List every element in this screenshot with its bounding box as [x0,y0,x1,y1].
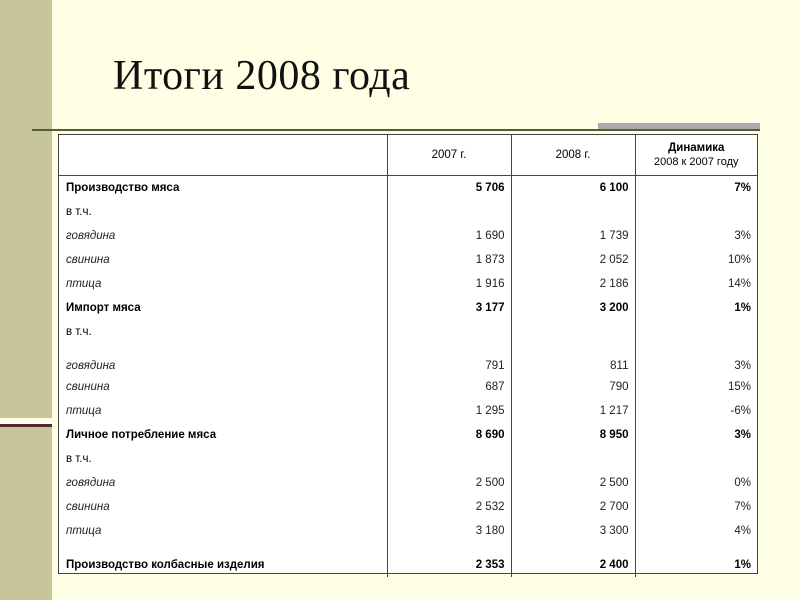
row-dynamics: 7% [734,501,751,513]
left-decor-line [0,424,52,427]
spacer-cell [59,543,387,553]
row-2007: 3 177 [387,296,511,320]
row-label: говядина [59,224,387,248]
row-label: птица [59,519,387,543]
row-2007 [387,320,511,344]
row-2007: 2 353 [387,553,511,577]
row-dynamics: 1% [734,302,751,314]
row-2007: 2 500 [387,471,511,495]
header-dynamics-subtitle: 2008 к 2007 году [654,156,739,168]
row-2007 [387,200,511,224]
page-title: Итоги 2008 года [113,53,411,99]
row-dynamics [635,447,757,471]
table-row [59,447,757,471]
table-row [59,296,757,320]
row-label: Производство колбасные изделия [59,553,387,577]
row-dynamics [635,200,757,224]
row-2007: 1 873 [387,248,511,272]
row-2008: 1 739 [511,224,635,248]
row-label: птица [59,399,387,423]
row-2008: 6 100 [511,176,635,201]
table-spacer-row [59,543,757,553]
row-2007: 3 180 [387,519,511,543]
header-dynamics-title: Динамика [668,142,725,154]
row-2008: 8 950 [511,423,635,447]
table-row [59,200,757,224]
row-2008: 3 200 [511,296,635,320]
row-2007: 2 532 [387,495,511,519]
spacer-cell [387,543,511,553]
row-label: Личное потребление мяса [59,423,387,447]
row-label: говядина [59,344,387,375]
header-2008: 2008 г. [511,135,635,176]
row-2007: 8 690 [387,423,511,447]
row-2008: 2 700 [511,495,635,519]
row-label: в т.ч. [59,447,387,471]
table-row [59,248,757,272]
table-row [59,471,757,495]
row-label: в т.ч. [59,320,387,344]
row-2008: 2 500 [511,471,635,495]
left-decor-bar [0,0,52,600]
row-dynamics: 0% [734,477,751,489]
table-row [59,272,757,296]
row-2007 [387,447,511,471]
row-dynamics: -6% [730,405,751,417]
row-dynamics: 1% [734,559,751,571]
row-2007: 1 916 [387,272,511,296]
row-label: свинина [59,248,387,272]
row-2007: 687 [387,375,511,399]
row-2008: 2 052 [511,248,635,272]
row-dynamics: 7% [734,182,751,194]
row-2007: 1 295 [387,399,511,423]
row-2008: 2 186 [511,272,635,296]
row-2008 [511,200,635,224]
row-dynamics: 3% [734,360,751,372]
row-2008 [511,447,635,471]
row-2008: 811 [511,344,635,375]
row-2008: 1 217 [511,399,635,423]
table-row [59,224,757,248]
row-2007: 791 [387,344,511,375]
row-2008: 790 [511,375,635,399]
row-2007: 5 706 [387,176,511,201]
table-row [59,519,757,543]
results-table-container [58,134,758,574]
row-label: говядина [59,471,387,495]
results-table [59,135,757,577]
table-row [59,423,757,447]
row-dynamics [635,320,757,344]
row-label: свинина [59,375,387,399]
table-row [59,495,757,519]
spacer-cell [511,543,635,553]
header-2007: 2007 г. [387,135,511,176]
row-2007: 1 690 [387,224,511,248]
table-row [59,176,757,201]
table-row [59,344,757,375]
title-divider [32,129,760,131]
row-label: в т.ч. [59,200,387,224]
row-label: птица [59,272,387,296]
table-row [59,399,757,423]
row-2008: 2 400 [511,553,635,577]
row-dynamics: 4% [734,525,751,537]
row-dynamics: 10% [727,254,751,266]
spacer-cell [635,543,757,553]
table-row [59,375,757,399]
row-dynamics: 3% [734,429,751,441]
row-label: Импорт мяса [59,296,387,320]
row-2008: 3 300 [511,519,635,543]
table-header-row [59,135,757,176]
row-dynamics: 3% [734,230,751,242]
row-dynamics: 14% [727,278,751,290]
header-label [59,135,387,176]
row-2008 [511,320,635,344]
row-label: Производство мяса [59,176,387,201]
table-row [59,553,757,577]
header-dynamics [635,135,757,176]
table-row [59,320,757,344]
row-label: свинина [59,495,387,519]
row-dynamics: 15% [727,381,751,393]
